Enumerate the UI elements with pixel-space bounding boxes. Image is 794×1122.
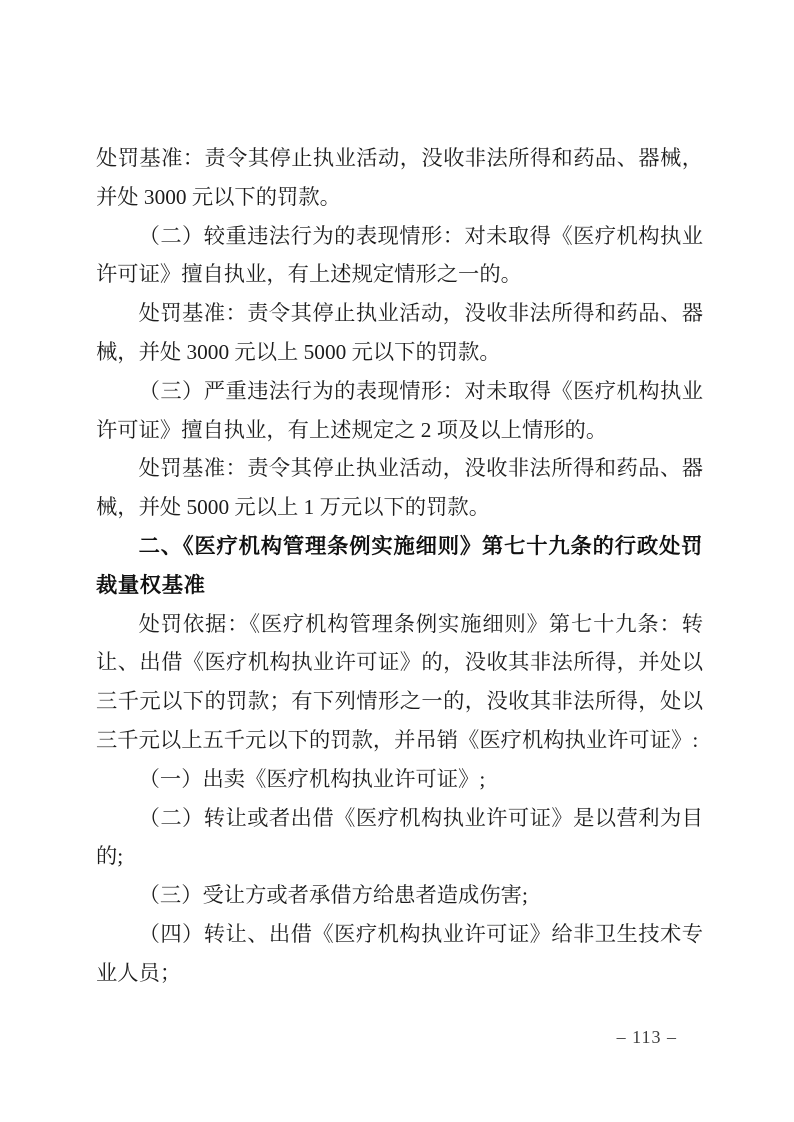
paragraph-subitem-3: （三）受让方或者承借方给患者造成伤害; <box>138 883 528 908</box>
paragraph-penalty-basis: 处罚依据：《医疗机构管理条例实施细则》第七十九条：转让、出借《医疗机构执业许可证》的，没收其非法所得，并处以三千元以下的罚款；有下列情形之一的，没收其非法所得，处以三千元以上五千元以下的罚款，并吊销《医疗机构执业许可证》: <box>96 611 703 752</box>
paragraph-subitem-2: （二）转让或者出借《医疗机构执业许可证》是以营利为目的; <box>96 805 703 869</box>
page-number: – 113 – <box>616 1027 677 1047</box>
paragraph-item-2-moderate-violation: （二）较重违法行为的表现情形：对未取得《医疗机构执业许可证》擅自执业，有上述规定情形之一的。 <box>96 223 703 287</box>
paragraph-penalty-standard-2: 处罚基准：责令其停止执业活动，没收非法所得和药品、器械，并处 3000 元以上 5000 元以下的罚款。 <box>96 301 703 364</box>
paragraph-item-3-serious-violation: （三）严重违法行为的表现情形：对未取得《医疗机构执业许可证》擅自执业，有上述规定之 2 项及以上情形的。 <box>96 378 703 442</box>
document-body <box>96 139 703 993</box>
section-heading-article-79: 二、《医疗机构管理条例实施细则》第七十九条的行政处罚裁量权基准 <box>96 533 703 597</box>
paragraph-penalty-standard-3: 处罚基准：责令其停止执业活动，没收非法所得和药品、器械，并处 5000 元以上 1 万元以下的罚款。 <box>96 456 703 520</box>
paragraph-subitem-1: （一）出卖《医疗机构执业许可证》; <box>138 766 486 791</box>
paragraph-penalty-standard-1: 处罚基准：责令其停止执业活动，没收非法所得和药品、器械，并处 3000 元以下的罚款。 <box>96 146 703 209</box>
paragraph-subitem-4: （四）转让、出借《医疗机构执业许可证》给非卫生技术专业人员； <box>96 921 703 985</box>
